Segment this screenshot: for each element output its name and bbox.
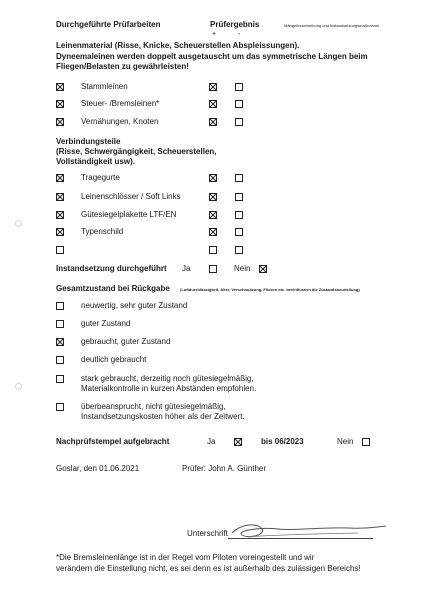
line-material-heading: Leinenmaterial (Risse, Knicke, Scheuerstellen Abspleissungen). (56, 41, 300, 50)
repair-label: Instandsetzung durchgeführt (56, 264, 167, 273)
risers-label: Tragegurte (81, 173, 120, 182)
condition-clearly-used-label: deutlich gebraucht (81, 355, 147, 364)
connectors-heading-line2: (Risse, Schwergängigkeit, Scheuerstellen, (56, 147, 217, 156)
condition-good-checkbox[interactable] (56, 320, 64, 328)
stitching-plus-checkbox[interactable] (209, 118, 217, 126)
certification-label-plus-checkbox[interactable] (209, 211, 217, 219)
binder-hole-bottom (15, 383, 22, 390)
condition-as-new-label: neuwertig, sehr guter Zustand (81, 301, 188, 310)
stamp-yes-label: Ja (207, 437, 216, 446)
brake-lines-plus-checkbox[interactable] (209, 100, 217, 108)
header-performed-checks: Durchgeführte Prüfarbeiten (56, 20, 161, 29)
dyneema-note-line1: Dyneemaleinen werden doppelt ausgetauscht um das symmetrische Längen beim (56, 52, 368, 61)
dyneema-note-line2: Fliegen/Belasten zu gewährleisten! (56, 62, 189, 71)
maillons-label: Leinenschlösser / Soft Links (81, 192, 181, 201)
brake-lines-minus-checkbox[interactable] (235, 100, 243, 108)
repair-no-checkbox[interactable] (259, 265, 267, 273)
stitching-minus-checkbox[interactable] (235, 118, 243, 126)
type-plate-checkbox[interactable] (56, 228, 64, 236)
connectors-heading-line3: Vollständigkeit usw). (56, 157, 135, 166)
condition-overstressed-line1: überbeansprucht, nicht gütesiegelmäßig, (81, 402, 226, 411)
brake-lines-label: Steuer- /Bremsleinen* (81, 99, 160, 108)
main-lines-label: Stammleinen (81, 82, 128, 91)
condition-good-label: guter Zustand (81, 319, 131, 328)
extra-item-plus-checkbox[interactable] (209, 246, 217, 254)
type-plate-plus-checkbox[interactable] (209, 228, 217, 236)
type-plate-label: Typenschild (81, 227, 124, 236)
condition-overstressed-checkbox[interactable] (56, 403, 64, 411)
signature-label: Unterschrift (187, 529, 228, 538)
main-lines-checkbox[interactable] (56, 83, 64, 91)
condition-used-good-checkbox[interactable] (56, 338, 64, 346)
connectors-heading: Verbindungsteile (56, 137, 121, 146)
stamp-no-label: Nein (337, 437, 354, 446)
stitching-checkbox[interactable] (56, 118, 64, 126)
repair-no-label: Nein (234, 264, 251, 273)
header-result: Prüfergebnis (210, 20, 260, 29)
overall-condition-note: (Luftdurchlässigkeit, Alter, Verschmutzung, Flicken etc. beeinflussen die Zustandsbeurteilung) (180, 287, 360, 292)
stamp-no-checkbox[interactable] (362, 438, 370, 446)
main-lines-minus-checkbox[interactable] (235, 83, 243, 91)
signature-line (228, 538, 373, 539)
condition-heavily-used-line2: Materialkontrolle in kurzen Abständen empfohlen. (81, 384, 257, 393)
maillons-plus-checkbox[interactable] (209, 193, 217, 201)
type-plate-minus-checkbox[interactable] (235, 228, 243, 236)
stamp-label: Nachprüfstempel aufgebracht (56, 437, 170, 446)
brake-lines-checkbox[interactable] (56, 100, 64, 108)
certification-label-text: Gütesiegelplakette LTF/EN (81, 210, 177, 219)
place-and-date: Goslar, den 01.06.2021 (56, 464, 140, 473)
header-defect-description: Mängelbeschreibung und Instandsetzungsmaßnahme (284, 23, 380, 28)
condition-heavily-used-checkbox[interactable] (56, 375, 64, 383)
certification-label-checkbox[interactable] (56, 211, 64, 219)
inspector-name: Prüfer: John A. Günther (182, 464, 267, 473)
condition-heavily-used-line1: stark gebraucht, derzeitig noch gütesiegelmäßig, (81, 374, 254, 383)
header-minus: - (238, 31, 241, 38)
signature-scribble (228, 519, 388, 543)
stamp-yes-checkbox[interactable] (234, 438, 242, 446)
overall-condition-heading: Gesamtzustand bei Rückgabe (56, 284, 170, 293)
repair-yes-label: Ja (182, 264, 191, 273)
condition-used-good-label: gebraucht, guter Zustand (81, 337, 171, 346)
main-lines-plus-checkbox[interactable] (209, 83, 217, 91)
stamp-until-date: bis 06/2023 (261, 437, 304, 446)
header-plus: + (212, 31, 217, 38)
footnote-line2: verändern die Einstellung nicht, es sei denn es ist außerhalb des zulässigen Bereichs! (56, 564, 361, 573)
footnote-line1: *Die Bremsleinenlänge ist in der Regel vom Piloten voreingestellt und wir (56, 553, 315, 562)
extra-item-minus-checkbox[interactable] (235, 246, 243, 254)
extra-item-checkbox[interactable] (56, 246, 64, 254)
risers-checkbox[interactable] (56, 174, 64, 182)
maillons-minus-checkbox[interactable] (235, 193, 243, 201)
certification-label-minus-checkbox[interactable] (235, 211, 243, 219)
repair-yes-checkbox[interactable] (209, 265, 217, 273)
stitching-label: Vernähungen, Knoten (81, 117, 159, 126)
condition-as-new-checkbox[interactable] (56, 302, 64, 310)
risers-minus-checkbox[interactable] (235, 174, 243, 182)
risers-plus-checkbox[interactable] (209, 174, 217, 182)
condition-clearly-used-checkbox[interactable] (56, 356, 64, 364)
condition-overstressed-line2: Instandsetzungskosten höher als der Zeitwert. (81, 412, 245, 421)
maillons-checkbox[interactable] (56, 193, 64, 201)
binder-hole-top (15, 220, 22, 227)
